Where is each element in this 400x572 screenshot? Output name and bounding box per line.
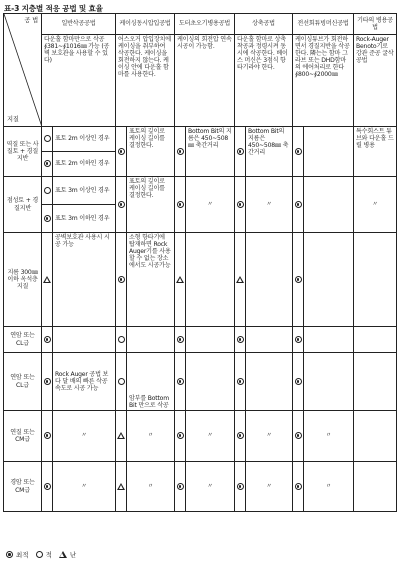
note-cell: Rock Auger 공법 보다 달 배의 빠른 삭공속도로 시공 가능 bbox=[53, 353, 116, 411]
best-icon bbox=[237, 483, 244, 490]
soil-label-r1: 역질 또는 사질토 + 경질지반 bbox=[4, 127, 42, 177]
note-cell bbox=[304, 127, 354, 177]
ditto-mark: 〃 bbox=[246, 411, 293, 462]
rating-cell bbox=[42, 327, 53, 353]
overview-casing bbox=[116, 35, 175, 127]
rating-cell bbox=[116, 462, 127, 512]
rating-cell bbox=[116, 177, 127, 233]
header-row bbox=[4, 14, 397, 35]
note-cell: 표토의 깊이로 케이싱 길이를 결정한다. bbox=[127, 127, 175, 177]
best-icon bbox=[177, 483, 184, 490]
rating-cell bbox=[235, 353, 246, 411]
rating-cell bbox=[293, 127, 304, 177]
soil-label-r3: 지름 300㎜ 이하 옥석층 지질 bbox=[4, 233, 42, 327]
best-icon bbox=[44, 432, 51, 439]
rating-cell bbox=[175, 462, 186, 512]
overview-text: 어스오거 압입장치에 케이싱을 취부하여 삭공한다. 케이싱을 회전하지 않는다. 케이싱 안에 다운홀 함마를 사용한다. bbox=[118, 36, 171, 79]
ditto-mark: 〃 bbox=[186, 411, 235, 462]
table-row bbox=[4, 327, 397, 353]
method-header-other: 기타의 병용공법 bbox=[354, 14, 397, 35]
soil-label-r4: 연암 또는 CL급 bbox=[4, 327, 42, 353]
legend-best-label: 최적 bbox=[16, 551, 29, 559]
rating-cell bbox=[116, 411, 127, 462]
rating-cell bbox=[42, 177, 53, 205]
note-cell bbox=[186, 233, 235, 327]
overview-text: 다운홀 함마로 상축착공과 정령시켜 동시에 삭공한다. 베이스 머신은 3점식 항타기라야 한다. bbox=[237, 36, 288, 72]
table-row bbox=[4, 233, 397, 327]
note-cell bbox=[186, 327, 235, 353]
rating-cell bbox=[175, 233, 186, 327]
hard-icon bbox=[236, 276, 244, 283]
overview-text: Rock-Auger Benoto기로 강관 준공 굴삭공법 bbox=[356, 36, 394, 65]
note-cell bbox=[354, 462, 397, 512]
table-title: 표-3 지층별 적응 공법 및 효율 bbox=[4, 4, 103, 13]
good-icon bbox=[36, 551, 43, 558]
note-cell: Bottom Bit의 지름은 450~508㎜ 축간거리 bbox=[186, 127, 235, 177]
overview-general bbox=[42, 35, 116, 127]
rating-cell bbox=[235, 411, 246, 462]
method-header-tubing: 전선회튜빙머신공법 bbox=[293, 14, 354, 35]
ditto-mark: 〃 bbox=[186, 462, 235, 512]
note-cell: 표토 3m 이상인 경우 bbox=[53, 177, 116, 205]
soil-label-r2: 점성토 + 경질지반 bbox=[4, 177, 42, 233]
legend-hard-label: 난 bbox=[69, 551, 77, 559]
best-icon bbox=[44, 483, 51, 490]
best-icon bbox=[295, 276, 302, 283]
note-cell: 암부를 Bottom Bit 만으로 삭공 bbox=[127, 353, 175, 411]
rating-cell bbox=[235, 177, 246, 233]
note-cell: 표토 2m 이상인 경우 bbox=[53, 127, 116, 152]
rating-cell bbox=[293, 177, 304, 233]
rating-cell bbox=[116, 353, 127, 411]
good-icon bbox=[44, 135, 51, 142]
best-icon bbox=[237, 336, 244, 343]
ditto-mark: 〃 bbox=[354, 177, 397, 233]
rating-cell bbox=[42, 205, 53, 233]
note-cell: Bottom Bit의 지름은 450~508㎜ 축간거리 bbox=[246, 127, 293, 177]
note-cell: 표토 3m 이하인 경우 bbox=[53, 205, 116, 233]
note-cell bbox=[304, 327, 354, 353]
best-icon bbox=[295, 483, 302, 490]
hard-icon bbox=[43, 276, 51, 283]
rating-cell bbox=[42, 353, 53, 411]
hard-icon bbox=[59, 551, 67, 558]
note-cell bbox=[53, 327, 116, 353]
overview-sangchuk bbox=[235, 35, 293, 127]
hard-icon bbox=[176, 276, 184, 283]
rating-cell bbox=[42, 462, 53, 512]
table-row bbox=[4, 462, 397, 512]
overview-other bbox=[354, 35, 397, 127]
note-cell: 표토의 깊이로 케이싱 길이를 결정한다. bbox=[127, 177, 175, 233]
best-icon bbox=[118, 148, 125, 155]
best-icon bbox=[237, 432, 244, 439]
soil-label-r5: 연암 또는 CL급 bbox=[4, 353, 42, 411]
rating-cell bbox=[175, 353, 186, 411]
note-cell bbox=[304, 353, 354, 411]
note-cell bbox=[246, 327, 293, 353]
ditto-mark: 〃 bbox=[53, 462, 116, 512]
best-icon bbox=[118, 276, 125, 283]
table-row bbox=[4, 177, 397, 205]
table-row bbox=[4, 353, 397, 411]
best-icon bbox=[295, 148, 302, 155]
rating-cell bbox=[293, 353, 304, 411]
best-icon bbox=[295, 201, 302, 208]
legend-good-label: 적 bbox=[45, 551, 52, 559]
soil-label-r6: 연질 또는 CM급 bbox=[4, 411, 42, 462]
method-efficiency-table bbox=[3, 13, 397, 512]
good-icon bbox=[118, 378, 125, 385]
best-icon bbox=[44, 215, 51, 222]
best-icon bbox=[177, 432, 184, 439]
overview-row bbox=[4, 35, 397, 127]
rating-cell bbox=[293, 411, 304, 462]
best-icon bbox=[295, 378, 302, 385]
rating-cell bbox=[293, 233, 304, 327]
overview-doter bbox=[175, 35, 235, 127]
note-cell bbox=[246, 353, 293, 411]
method-header-sangchuk: 상축공법 bbox=[235, 14, 293, 35]
note-cell: 소형 항타기에 탑재하면 Rock Auger기를 사용할 수 없는 장소에서도 시공가능 bbox=[127, 233, 175, 327]
overview-text: 케이싱의 회전압 연속시공이 가능함. bbox=[177, 36, 232, 51]
hard-icon bbox=[117, 432, 125, 439]
note-cell: 표토 2m 이하인 경우 bbox=[53, 152, 116, 177]
ditto-mark: 〃 bbox=[304, 411, 354, 462]
best-icon bbox=[118, 201, 125, 208]
method-header-general: 일반삭공공법 bbox=[42, 14, 116, 35]
rating-cell bbox=[175, 327, 186, 353]
ditto-mark: 〃 bbox=[246, 177, 293, 233]
best-icon bbox=[237, 148, 244, 155]
method-header-casing: 케이싱동시압입공법 bbox=[116, 14, 175, 35]
rating-cell bbox=[42, 127, 53, 152]
ditto-mark: 〃 bbox=[246, 462, 293, 512]
ditto-mark: 〃 bbox=[53, 411, 116, 462]
note-cell bbox=[354, 353, 397, 411]
method-header-doter: 도터초오기병용공법 bbox=[175, 14, 235, 35]
rating-cell bbox=[116, 233, 127, 327]
table-row bbox=[4, 411, 397, 462]
soil-label-r7: 경암 또는 CM급 bbox=[4, 462, 42, 512]
overview-tubing bbox=[293, 35, 354, 127]
best-icon bbox=[177, 378, 184, 385]
note-cell bbox=[186, 353, 235, 411]
note-cell bbox=[354, 411, 397, 462]
rating-cell bbox=[293, 462, 304, 512]
rating-cell bbox=[175, 411, 186, 462]
rating-cell bbox=[42, 233, 53, 327]
note-cell bbox=[304, 233, 354, 327]
best-icon bbox=[177, 201, 184, 208]
best-icon bbox=[44, 160, 51, 167]
note-cell bbox=[354, 233, 397, 327]
best-icon bbox=[44, 378, 51, 385]
ditto-mark: 〃 bbox=[304, 462, 354, 512]
rating-cell bbox=[42, 411, 53, 462]
corner-cell bbox=[4, 14, 42, 127]
jiljil-label: 지질 bbox=[7, 115, 19, 123]
best-icon bbox=[237, 201, 244, 208]
good-icon bbox=[44, 187, 51, 194]
rating-cell bbox=[235, 127, 246, 177]
hard-icon bbox=[117, 483, 125, 490]
overview-text: 다운홀 함마만으로 삭공 ∮381~∮1016㎜ 가능 (공벽 보호관을 사용할 수 있다) bbox=[44, 36, 110, 65]
best-icon bbox=[177, 336, 184, 343]
ditto-mark: 〃 bbox=[127, 411, 175, 462]
legend bbox=[6, 550, 76, 559]
corner-diagonal bbox=[4, 14, 42, 127]
rating-cell bbox=[116, 327, 127, 353]
best-icon bbox=[177, 148, 184, 155]
good-icon bbox=[118, 336, 125, 343]
rating-cell bbox=[175, 177, 186, 233]
note-cell: 공벽보호관 사용시 시공 가능 bbox=[53, 233, 116, 327]
best-icon bbox=[44, 336, 51, 343]
best-icon bbox=[295, 432, 302, 439]
ditto-mark: 〃 bbox=[127, 462, 175, 512]
note-cell: 특수회스트 튜브와 다운홀 드릴 병용 bbox=[354, 127, 397, 177]
rating-cell bbox=[42, 152, 53, 177]
best-icon bbox=[6, 551, 13, 558]
rating-cell bbox=[235, 327, 246, 353]
rating-cell bbox=[116, 127, 127, 177]
note-cell bbox=[127, 327, 175, 353]
note-cell bbox=[354, 327, 397, 353]
table-row bbox=[4, 127, 397, 152]
best-icon bbox=[237, 378, 244, 385]
gongbeop-label: 공 법 bbox=[24, 17, 38, 24]
note-cell bbox=[304, 177, 354, 233]
rating-cell bbox=[293, 327, 304, 353]
best-icon bbox=[295, 336, 302, 343]
rating-cell bbox=[175, 127, 186, 177]
rating-cell bbox=[235, 233, 246, 327]
overview-text: 케이싱튜브가 회전하면서 경질지반을 삭공한다. 隣는는 함마 그라브 또는 DHD함마의 에어처리로 한다 ∮800~∮2000㎜ bbox=[295, 36, 350, 79]
ditto-mark: 〃 bbox=[186, 177, 235, 233]
rating-cell bbox=[235, 462, 246, 512]
note-cell bbox=[246, 233, 293, 327]
